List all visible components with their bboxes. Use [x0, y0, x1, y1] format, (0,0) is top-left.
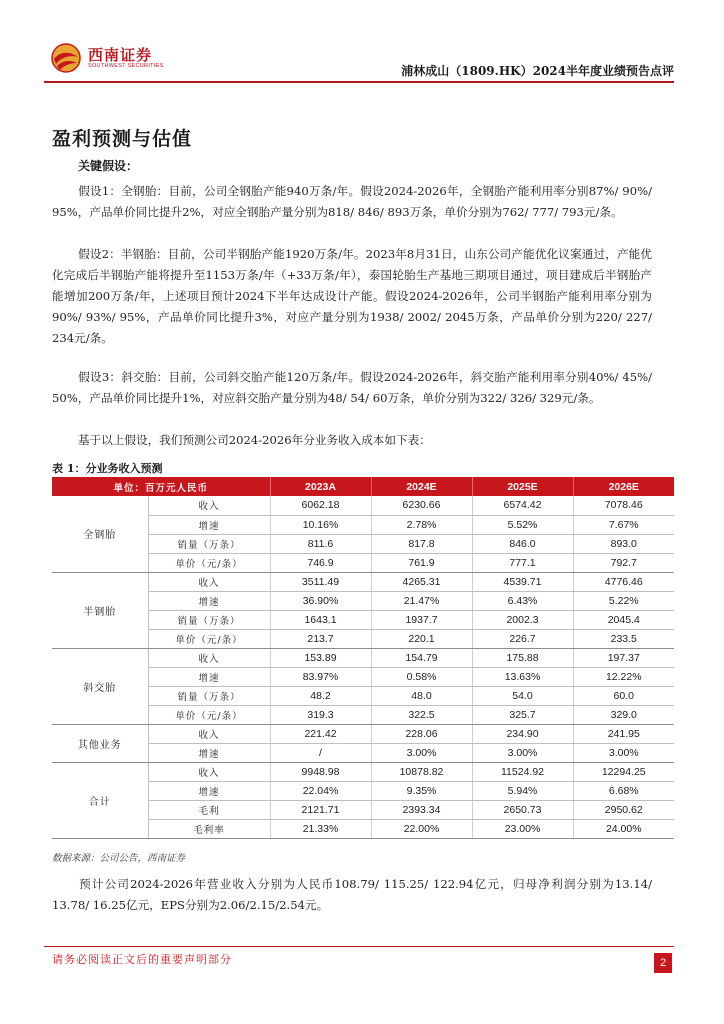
value-cell: 746.9 [270, 553, 371, 572]
value-cell: 761.9 [371, 553, 472, 572]
table-intro-paragraph [52, 430, 652, 451]
value-cell: 3511.49 [270, 572, 371, 591]
value-cell: 21.33% [270, 819, 371, 838]
metric-name-cell: 收入 [148, 496, 270, 515]
value-cell: 175.88 [472, 648, 573, 667]
segment-name-cell: 半钢胎 [52, 572, 148, 648]
forecast-summary-text: 预计公司2024-2026年营业收入分别为人民币108.79/ 115.25/ 122.94亿元，归母净利润分别为13.14/ 13.78/ 16.25亿元，EPS分别为2.06/2.15/2.54元。 [52, 877, 652, 912]
value-cell: 0.58% [371, 667, 472, 686]
value-cell: 9948.98 [270, 762, 371, 781]
forecast-summary-paragraph [52, 874, 652, 916]
metric-name-cell: 收入 [148, 572, 270, 591]
value-cell: 2045.4 [573, 610, 674, 629]
value-cell: 60.0 [573, 686, 674, 705]
value-cell: 83.97% [270, 667, 371, 686]
data-source-note: 数据来源：公司公告，西南证券 [52, 853, 186, 864]
value-cell: 2650.73 [472, 800, 573, 819]
logo-chinese-name: 西南证券 [88, 46, 153, 64]
metric-name-cell: 销量（万条） [148, 610, 270, 629]
page-header [44, 40, 674, 82]
value-cell: 7078.46 [573, 496, 674, 515]
value-cell: 6.43% [472, 591, 573, 610]
revenue-forecast-table [52, 477, 674, 839]
value-cell: 792.7 [573, 553, 674, 572]
disclaimer-text: 请务必阅读正文后的重要声明部分 [52, 953, 232, 966]
year-header: 2024E [371, 477, 472, 496]
value-cell: 4776.46 [573, 572, 674, 591]
value-cell: 846.0 [472, 534, 573, 553]
value-cell: 6.68% [573, 781, 674, 800]
value-cell: 893.0 [573, 534, 674, 553]
value-cell: 322.5 [371, 705, 472, 724]
key-assumptions-heading: 关键假设： [78, 159, 139, 173]
value-cell: 3.00% [472, 743, 573, 762]
year-header: 2023A [270, 477, 371, 496]
value-cell: 7.67% [573, 515, 674, 534]
value-cell: 233.5 [573, 629, 674, 648]
value-cell: 1643.1 [270, 610, 371, 629]
metric-name-cell: 销量（万条） [148, 534, 270, 553]
assumption-paragraph-3 [52, 367, 652, 409]
value-cell: / [270, 743, 371, 762]
value-cell: 2.78% [371, 515, 472, 534]
assumption-paragraph-1 [52, 181, 652, 223]
value-cell: 197.37 [573, 648, 674, 667]
value-cell: 24.00% [573, 819, 674, 838]
metric-name-cell: 单价（元/条） [148, 553, 270, 572]
table-row [52, 724, 674, 743]
value-cell: 10878.82 [371, 762, 472, 781]
table-intro-text: 基于以上假设，我们预测公司2024-2026年分业务收入成本如下表： [78, 433, 431, 447]
footer-divider [44, 946, 674, 947]
value-cell: 329.0 [573, 705, 674, 724]
value-cell: 3.00% [573, 743, 674, 762]
assumption-paragraph-2 [52, 244, 652, 349]
assumption-text-3: 假设3：斜交胎：目前，公司斜交胎产能120万条/年。假设2024-2026年，斜交胎产能利用率分别40%/ 45%/ 50%，产品单价同比提升1%，对应斜交胎产量分别为48/ 54/ 60万条，单价分别为322/ 326/ 329元/条。 [52, 370, 652, 405]
value-cell: 3.00% [371, 743, 472, 762]
value-cell: 22.04% [270, 781, 371, 800]
value-cell: 2950.62 [573, 800, 674, 819]
value-cell: 22.00% [371, 819, 472, 838]
value-cell: 13.63% [472, 667, 573, 686]
metric-name-cell: 销量（万条） [148, 686, 270, 705]
southwest-securities-emblem-icon [50, 42, 82, 74]
value-cell: 5.22% [573, 591, 674, 610]
value-cell: 48.0 [371, 686, 472, 705]
value-cell: 2393.34 [371, 800, 472, 819]
value-cell: 21.47% [371, 591, 472, 610]
table-body [52, 496, 674, 838]
metric-name-cell: 增速 [148, 743, 270, 762]
table-header-row [52, 477, 674, 496]
value-cell: 213.7 [270, 629, 371, 648]
value-cell: 2121.71 [270, 800, 371, 819]
value-cell: 811.6 [270, 534, 371, 553]
unit-header: 单位：百万元人民币 [52, 477, 270, 496]
value-cell: 228.06 [371, 724, 472, 743]
table-row [52, 762, 674, 781]
value-cell: 54.0 [472, 686, 573, 705]
value-cell: 154.79 [371, 648, 472, 667]
value-cell: 2002.3 [472, 610, 573, 629]
section-title: 盈利预测与估值 [52, 128, 193, 150]
value-cell: 23.00% [472, 819, 573, 838]
value-cell: 36.90% [270, 591, 371, 610]
assumption-text-2: 假设2：半钢胎：目前，公司半钢胎产能1920万条/年。2023年8月31日，山东公司产能优化议案通过，产能优化完成后半钢胎产能将提升至1153万条/年（+33万条/年），泰国轮胎生产基地三期项目通过，项目建成后半钢胎产能增加200万条/年，上述项目预计2024下半年达成设计产能。假设2024-2026年，公司半钢胎产能利用率分别为90%/ 93%/ 95%，产品单价同比提升3%，对应产量分别为1938/ 2002/ 2045万条，产品单价分别为220/ 227/ 234元/条。 [52, 247, 652, 345]
metric-name-cell: 单价（元/条） [148, 629, 270, 648]
year-header: 2025E [472, 477, 573, 496]
table-row [52, 496, 674, 515]
table-row [52, 648, 674, 667]
metric-name-cell: 毛利率 [148, 819, 270, 838]
segment-name-cell: 全钢胎 [52, 496, 148, 572]
value-cell: 153.89 [270, 648, 371, 667]
value-cell: 12.22% [573, 667, 674, 686]
metric-name-cell: 增速 [148, 591, 270, 610]
segment-name-cell: 合计 [52, 762, 148, 838]
value-cell: 1937.7 [371, 610, 472, 629]
value-cell: 777.1 [472, 553, 573, 572]
value-cell: 12294.25 [573, 762, 674, 781]
year-header: 2026E [573, 477, 674, 496]
page-number: 2 [654, 953, 672, 973]
value-cell: 5.52% [472, 515, 573, 534]
segment-name-cell: 其他业务 [52, 724, 148, 762]
value-cell: 6574.42 [472, 496, 573, 515]
value-cell: 226.7 [472, 629, 573, 648]
value-cell: 6062.18 [270, 496, 371, 515]
logo-english-name: SOUTHWEST SECURITIES [88, 63, 164, 69]
table-caption: 表 1：分业务收入预测 [52, 462, 163, 475]
value-cell: 221.42 [270, 724, 371, 743]
value-cell: 5.94% [472, 781, 573, 800]
metric-name-cell: 收入 [148, 648, 270, 667]
assumption-text-1: 假设1：全钢胎：目前，公司全钢胎产能940万条/年。假设2024-2026年，全钢胎产能利用率分别87%/ 90%/ 95%，产品单价同比提升2%，对应全钢胎产量分别为818/ 846/ 893万条，单价分别为762/ 777/ 793元/条。 [52, 184, 652, 219]
header-divider [44, 81, 674, 83]
value-cell: 48.2 [270, 686, 371, 705]
report-title: 浦林成山（1809.HK）2024半年度业绩预告点评 [401, 64, 674, 78]
value-cell: 4539.71 [472, 572, 573, 591]
metric-name-cell: 收入 [148, 762, 270, 781]
metric-name-cell: 收入 [148, 724, 270, 743]
value-cell: 234.90 [472, 724, 573, 743]
value-cell: 6230.66 [371, 496, 472, 515]
value-cell: 10.16% [270, 515, 371, 534]
metric-name-cell: 增速 [148, 781, 270, 800]
company-logo [50, 40, 190, 78]
metric-name-cell: 毛利 [148, 800, 270, 819]
value-cell: 9.35% [371, 781, 472, 800]
metric-name-cell: 增速 [148, 667, 270, 686]
table-row [52, 572, 674, 591]
segment-name-cell: 斜交胎 [52, 648, 148, 724]
value-cell: 325.7 [472, 705, 573, 724]
value-cell: 220.1 [371, 629, 472, 648]
metric-name-cell: 增速 [148, 515, 270, 534]
value-cell: 817.8 [371, 534, 472, 553]
value-cell: 11524.92 [472, 762, 573, 781]
value-cell: 241.95 [573, 724, 674, 743]
value-cell: 319.3 [270, 705, 371, 724]
metric-name-cell: 单价（元/条） [148, 705, 270, 724]
value-cell: 4265.31 [371, 572, 472, 591]
